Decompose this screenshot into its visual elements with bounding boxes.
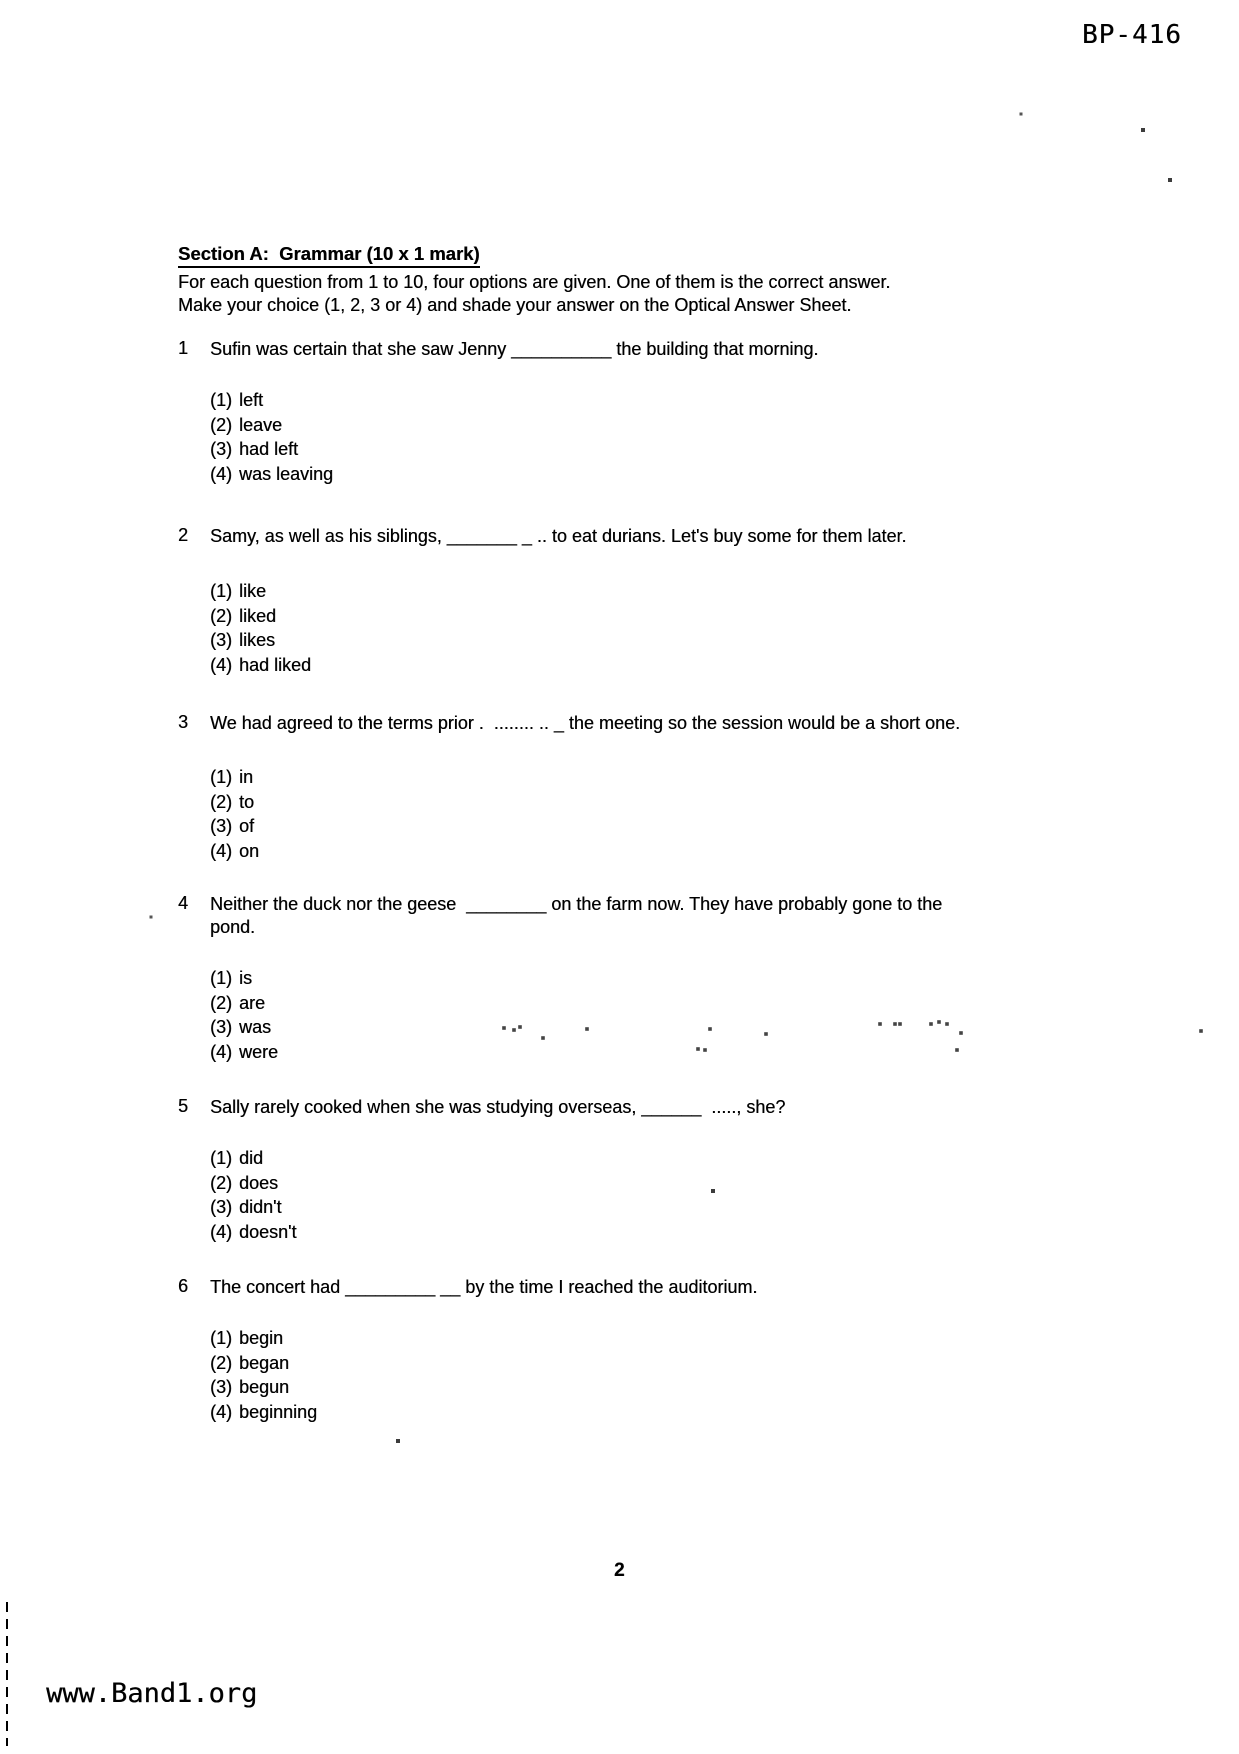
option-label: (2) [210, 1172, 232, 1193]
question-stem-row [178, 525, 1078, 548]
option-4 [210, 1040, 1078, 1065]
option-text: liked [239, 605, 277, 626]
options-list [210, 1146, 1078, 1244]
option-label: (4) [210, 1221, 232, 1242]
option-2 [210, 991, 1078, 1016]
options-list [210, 579, 1078, 677]
question-stem: We had agreed to the terms prior . ........ .. _ the meeting so the session would be a short one. [210, 713, 961, 733]
option-4 [210, 1220, 1078, 1245]
option-2 [210, 604, 1078, 629]
option-3 [210, 628, 1078, 653]
question-3 [178, 712, 1078, 863]
question-stem: The concert had _________ __ by the time I reached the auditorium. [210, 1277, 758, 1297]
option-label: (1) [210, 1328, 232, 1348]
option-3 [210, 437, 1078, 462]
option-text: didn't [239, 1197, 282, 1217]
option-3 [210, 1375, 1078, 1400]
question-stem-row [178, 893, 1078, 939]
question-5 [178, 1096, 1078, 1244]
question-stem: Sally rarely cooked when she was studying overseas, ______ ....., she? [210, 1097, 786, 1117]
option-text: beginning [239, 1401, 318, 1422]
option-4 [210, 1400, 1078, 1425]
question-stem-row [178, 712, 1078, 735]
question-2 [178, 525, 1078, 677]
option-label: (3) [210, 816, 232, 836]
option-label: (2) [210, 605, 232, 626]
option-1 [210, 1146, 1078, 1171]
option-label: (1) [210, 968, 232, 988]
question-stem: Samy, as well as his siblings, _______ _ .. to eat durians. Let's buy some for them later. [210, 526, 907, 546]
option-text: of [239, 816, 255, 836]
question-6 [178, 1276, 1078, 1424]
instruction-line-2: Make your choice (1, 2, 3 or 4) and shade your answer on the Optical Answer Sheet. [178, 295, 852, 315]
question-stem: Sufin was certain that she saw Jenny __________ the building that morning. [210, 339, 819, 359]
option-label: (4) [210, 840, 232, 861]
question-1 [178, 338, 1078, 486]
question-number: 6 [178, 1276, 189, 1296]
question-stem-line2: pond. [210, 917, 256, 937]
option-text: are [239, 992, 266, 1013]
question-stem-row [178, 1276, 1078, 1299]
option-text: is [239, 968, 252, 988]
left-margin-dashed-line [6, 1602, 8, 1746]
question-number: 2 [178, 525, 189, 545]
option-text: had left [239, 439, 299, 459]
option-text: does [239, 1172, 279, 1193]
option-1 [210, 765, 1078, 790]
option-1 [210, 966, 1078, 991]
option-text: was leaving [239, 463, 334, 484]
option-text: did [239, 1148, 264, 1168]
option-label: (3) [210, 439, 232, 459]
option-label: (3) [210, 1197, 232, 1217]
question-stem-row [178, 1096, 1078, 1119]
option-1 [210, 1326, 1078, 1351]
option-text: likes [239, 630, 276, 650]
option-label: (3) [210, 630, 232, 650]
document-code: BP-416 [1082, 20, 1182, 50]
option-label: (1) [210, 1148, 232, 1168]
option-3 [210, 1195, 1078, 1220]
options-list [210, 765, 1078, 863]
question-stem-row [178, 338, 1078, 361]
question-4 [178, 893, 1078, 1064]
question-stem-line1: Neither the duck nor the geese ________ on the farm now. They have probably gone to the [210, 894, 943, 914]
page-number: 2 [614, 1560, 625, 1581]
option-label: (3) [210, 1017, 232, 1037]
watermark-url: www.Band1.org [46, 1678, 258, 1709]
option-2 [210, 1351, 1078, 1376]
options-list [210, 966, 1078, 1064]
option-label: (2) [210, 414, 232, 435]
question-number: 1 [178, 338, 189, 358]
question-number: 5 [178, 1096, 189, 1116]
question-stem [210, 893, 1040, 939]
option-label: (3) [210, 1377, 232, 1397]
option-text: in [239, 767, 254, 787]
option-text: doesn't [239, 1221, 297, 1242]
option-label: (2) [210, 1352, 232, 1373]
option-text: was [239, 1017, 272, 1037]
option-label: (1) [210, 390, 232, 410]
option-label: (4) [210, 1041, 232, 1062]
option-3 [210, 814, 1078, 839]
option-text: left [239, 390, 264, 410]
option-text: begun [239, 1377, 290, 1397]
option-text: on [239, 840, 260, 861]
option-label: (4) [210, 1401, 232, 1422]
section-heading: Section A: Grammar (10 x 1 mark) [178, 243, 480, 268]
option-3 [210, 1015, 1078, 1040]
option-2 [210, 413, 1078, 438]
option-label: (4) [210, 654, 232, 675]
option-4 [210, 653, 1078, 678]
option-2 [210, 790, 1078, 815]
option-text: were [239, 1041, 279, 1062]
instruction-line-1: For each question from 1 to 10, four options are given. One of them is the correct answer. [178, 272, 891, 292]
option-text: begin [239, 1328, 284, 1348]
option-label: (4) [210, 463, 232, 484]
question-number: 3 [178, 712, 189, 732]
option-label: (2) [210, 791, 232, 812]
option-label: (1) [210, 767, 232, 787]
option-text: to [239, 791, 255, 812]
option-1 [210, 579, 1078, 604]
scan-noise-specks [0, 0, 2, 2]
option-4 [210, 462, 1078, 487]
option-label: (1) [210, 581, 232, 601]
options-list [210, 388, 1078, 486]
option-text: had liked [239, 654, 312, 675]
options-list [210, 1326, 1078, 1424]
option-label: (2) [210, 992, 232, 1013]
section-header [178, 243, 1068, 317]
option-text: leave [239, 414, 283, 435]
option-4 [210, 839, 1078, 864]
option-2 [210, 1171, 1078, 1196]
option-1 [210, 388, 1078, 413]
question-number: 4 [178, 893, 189, 913]
option-text: like [239, 581, 267, 601]
option-text: began [239, 1352, 290, 1373]
